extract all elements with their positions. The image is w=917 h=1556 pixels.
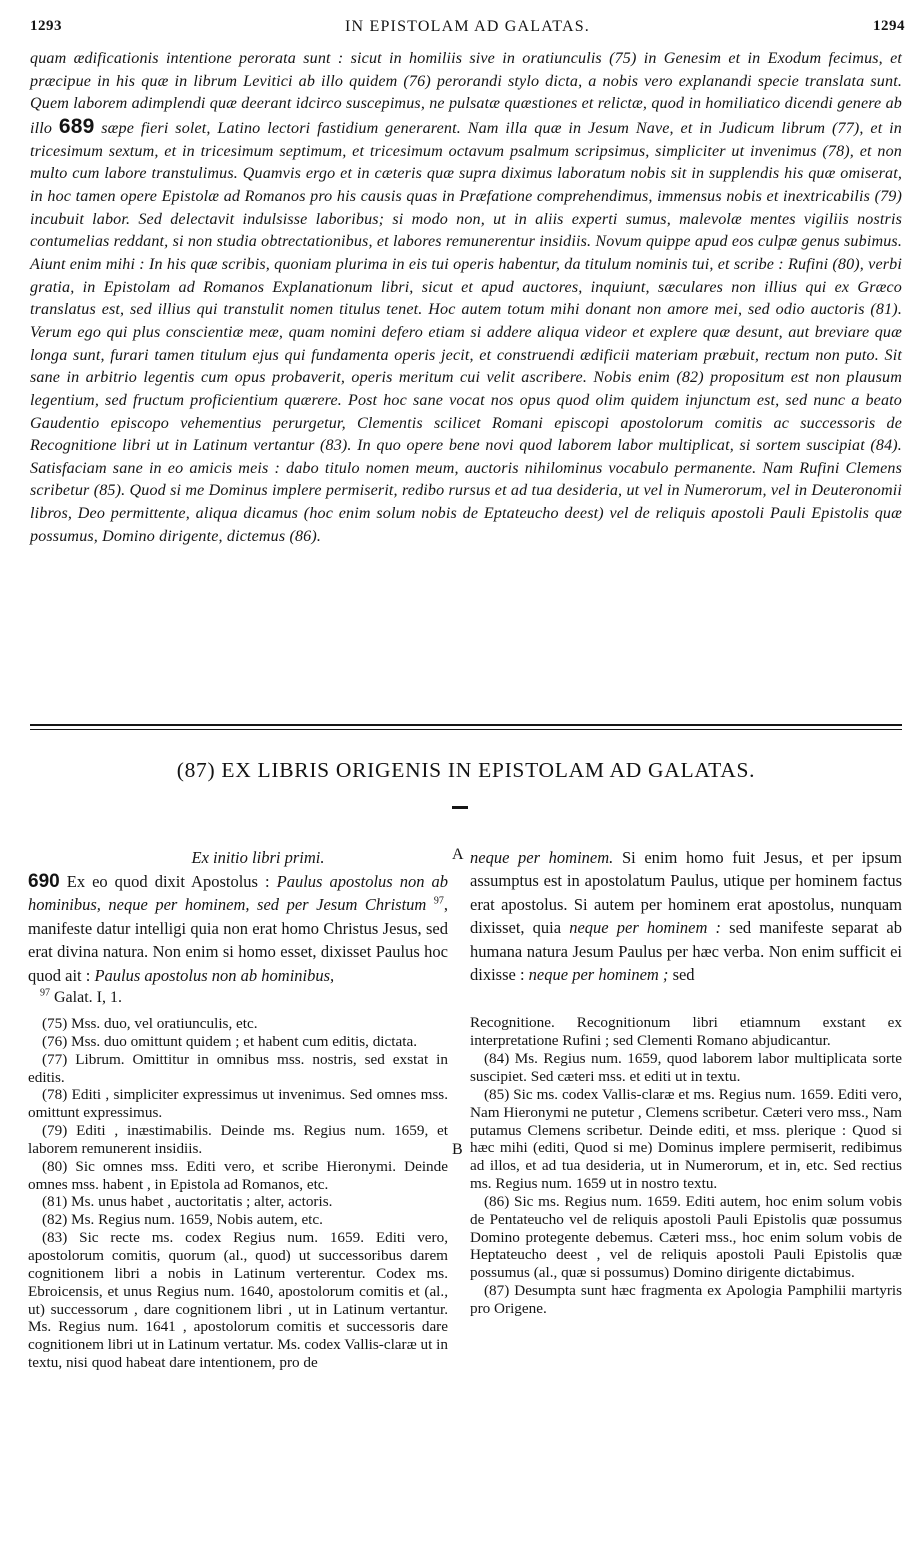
column-marker-a: A <box>452 846 464 863</box>
left-notes <box>28 1015 448 1372</box>
right-notes <box>470 1014 902 1317</box>
section-divider-thin <box>30 729 902 730</box>
right-column <box>470 846 902 1318</box>
preface-text-part-2: sæpe fieri solet, Latino lectori fastidium generarent. Nam illa quæ in Jesum Nave, et in Judicum librum (77), et in tricesimum sextum, et in tricesimum septimum, et tricesimum octavum psalmum scripsimus, simpliciter ut invenimus (78), et non multo cum labore transtulimus. Quamvis ergo et in cæteris quæ supra diximus laboratum nobis sit in supplendis his quæ omiserat, in hoc tamen opere Epistolæ ad Romanos pro his causis quas in Præfatione comprehendimus, immensus nobis et inextricabilis (79) incubuit labor. Sed delectavit indulsisse laboribus; si modo non, ut in aliis experti sumus, malevolæ mentes vigiliis nostris contumelias reddant, si non studia obtrectationibus, et labores remunerentur insidiis. Novum quippe apud eos culpæ genus subimus. Aiunt enim mihi : In his quæ scribis, quoniam plurima in eis tui operis habentur, da titulum nominis tui, et scribe : Rufini (80), verbi gratia, in Epistolam ad Romanos Explanationum libri, sicut et apud auctores, inquiunt, sæculares non illius qui ex Græco translatus est, sed illius qui transtulit nomen titulus tenet. Hoc autem totum mihi donant non amore mei, sed odio auctoris (81). Verum ego qui plus conscientiæ meæ, quam nomini defero etiam si addere aliqua videor et explere quæ desunt, aut breviare quæ longa sunt, furari tamen titulum ejus qui fundamenta operis jecit, et construendi ædificii materiam præbuit, rectum non puto. Sit sane in arbitrio legentis cum opus probaverit, operis meritum cui velit ascribere. Nobis enim (82) propositum est non plausum legentium, sed fructum proficientium quærere. Post hoc sane vocat nos opus quod olim quidem injunctum est, sed nunc a beato Gaudentio episcopo vehementius perurgetur, Clementis scilicet Romani episcopi apostolorum comitis ac successoris de Recognitione libri ut in Latinum vertantur (83). In quo opere bene novi quod laborem labor multiplicat, si sortem suscipiat (84). Satisfaciam sane in eo amicis meis : dabo titulo nomen meum, auctoris nihilominus vocabulo permanente. Nam Rufini Clemens scribetur (85). Quod si me Dominus implere permiserit, redibo rursus et ad tua desideria, ut vel in Numerorum, vel in Deuteronomii libros, Deo permittente, aliqua dicamus (hoc enim solum nobis de Eptateucho deest) vel de reliquis apostoli Pauli Epistolis quæ possumus, Domino dirigente, dictemus (86). <box>30 119 902 545</box>
left-body-quote-1: Paulus apostolus non ab hominibus, neque per hominem, sed per Jesum Christum <box>28 872 449 915</box>
page-number-left: 1293 <box>30 18 62 34</box>
note-83: (83) Sic recte ms. codex Regius num. 1659. Editi vero, apostolorum comitis, quorum (al., quod) ut successoribus darem cognitionem libri a nobis in Latinum verterentur. Codex ms. Ebroicensis, et unus Regius num. 1640, apostolorum comitis et (al., ut) successorum , dare cognitionem libri , ut in Latinum vertantur. Ms. Regius num. 1641 , apostolorum comitis et successoris dare cognitionem libri ut in Latinum vertatur. Ms. codex Vallis-claræ ut in textu, nisi quod habeat dare intentionem, pro de <box>28 1229 448 1372</box>
subheading: Ex initio libri primi. <box>191 848 325 867</box>
scripture-ref-mark: 97 <box>433 895 444 907</box>
note-82: (82) Ms. Regius num. 1659, Nobis autem, etc. <box>42 1211 323 1229</box>
right-body-b: sed manifeste separat ab humana natura Jesum Paulus per hæc verba. Non enim sufficit ei dixisse : <box>470 918 903 985</box>
margin-number-690: 690 <box>28 871 60 892</box>
note-79: (79) Editi , inæstimabilis. Deinde ms. Regius num. 1659, et laborem remunerent insidiis. <box>28 1122 448 1157</box>
scripture-footnote <box>40 987 448 1009</box>
footnote-text: Galat. I, 1. <box>54 989 122 1007</box>
note-76: (76) Mss. duo omittunt quidem ; et habent cum editis, dictata. <box>42 1032 417 1050</box>
section-divider-thick <box>30 724 902 726</box>
note-81: (81) Ms. unus habet , auctoritatis ; alter, actoris. <box>42 1193 333 1211</box>
note-77: (77) Librum. Omittitur in omnibus mss. nostris, sed exstat in editis. <box>28 1050 448 1086</box>
left-body-quote-2: Paulus apostolus non ab hominibus, <box>94 965 335 985</box>
note-85: (85) Sic ms. codex Vallis-claræ et ms. Regius num. 1659. Editi vero, Nam Hieronymi ne putetur , Clemens scribetur. Cæteri vero mss., Nam putamus Clemens scribetur. Deinde editi, et mss. plerique : Quod si hæc mihi (editi, Quod si me) Dominus implere permiserit, redibimus ad illos, et ad tua desideria, ut in Numerorum, et in, etc. Sed rectius ms. Regius num. 1659 ut in nostro textu. <box>470 1085 902 1193</box>
note-75: (75) Mss. duo, vel oratiunculis, etc. <box>42 1015 258 1033</box>
section-title: (87) EX LIBRIS ORIGENIS IN EPISTOLAM AD GALATAS. <box>176 758 756 782</box>
left-body-text <box>28 870 448 987</box>
running-title: IN EPISTOLAM AD GALATAS. <box>344 18 590 35</box>
right-body-a: Si enim homo fuit Jesus, et per ipsum assumptus est in apostolatum Paulus, utique per hominem factus erat apostolus. Si autem per hominem erat apostolus, nunquam dixisset, quia <box>470 848 902 938</box>
note-83-continued: Recognitione. Recognitionum libri etiamnum exstant ex interpretatione Rufini ; sed Clementi Romano abjudicantur. <box>470 1014 902 1050</box>
page-number-right: 1294 <box>873 18 905 34</box>
right-quote-start: neque per hominem. <box>470 848 614 867</box>
note-87: (87) Desumpta sunt hæc fragmenta ex Apologia Pamphilii martyris pro Origene. <box>470 1282 902 1317</box>
footnote-mark: 97 <box>40 987 50 999</box>
right-body-text <box>470 846 902 986</box>
left-body-a: Ex eo quod dixit Apostolus : <box>66 872 270 891</box>
note-80: (80) Sic omnes mss. Editi vero, et scribe Hieronymi. Deinde omnes mss. habent , in Epistola ad Romanos, etc. <box>28 1157 448 1193</box>
note-86: (86) Sic ms. Regius num. 1659. Editi autem, hoc enim solum vobis de Pentateucho vel de reliquis apostoli Pauli Epistolis quæ possumus Domino protegente debemus. Cæteri mss., hoc enim solum vobis de Heptateucho deest , vel de reliquis apostoli Pauli Epistolis quæ possumus (al., quæ si possumus) Domino dirigente dictabimus. <box>470 1192 902 1282</box>
right-quote-mid: neque per hominem : <box>569 918 722 938</box>
title-dash <box>452 806 468 809</box>
column-marker-b: B <box>452 1141 463 1158</box>
preface-paragraph <box>30 48 902 548</box>
preface-text-part-1: quam ædificationis intentione perorata sunt : sicut in homiliis sive in oratiunculis (75) in Genesim et in Exodum fecimus, et præcipue in his quæ in librum Levitici ab illo quidem (76) perorandi stylo dicta, a nobis vero explanandi specie translata sunt. Quem laborem adimplendi quæ deerant idcirco suscepimus, ne pulsatæ quæstiones et relictæ, quod in homiliatico dicendi genere ab illo <box>30 50 902 137</box>
margin-number: 689 <box>58 114 95 138</box>
right-quote-end: neque per hominem ; <box>528 965 669 985</box>
note-78: (78) Editi , simpliciter expressimus ut invenimus. Sed omnes mss. omittunt expressimus. <box>28 1086 448 1122</box>
right-body-c: sed <box>672 965 695 985</box>
running-header <box>30 16 905 42</box>
left-body-b: , manifeste datur intelligi quia non erat homo Christus Jesus, sed erat divina natura. Non enim si homo esset, dixisset Paulus hoc quod ait : <box>28 895 449 985</box>
left-column <box>28 846 448 1372</box>
note-84: (84) Ms. Regius num. 1659, quod laborem labor multiplicata sorte suscipiet. Sed cæteri mss. et editi ut in textu. <box>470 1050 902 1085</box>
